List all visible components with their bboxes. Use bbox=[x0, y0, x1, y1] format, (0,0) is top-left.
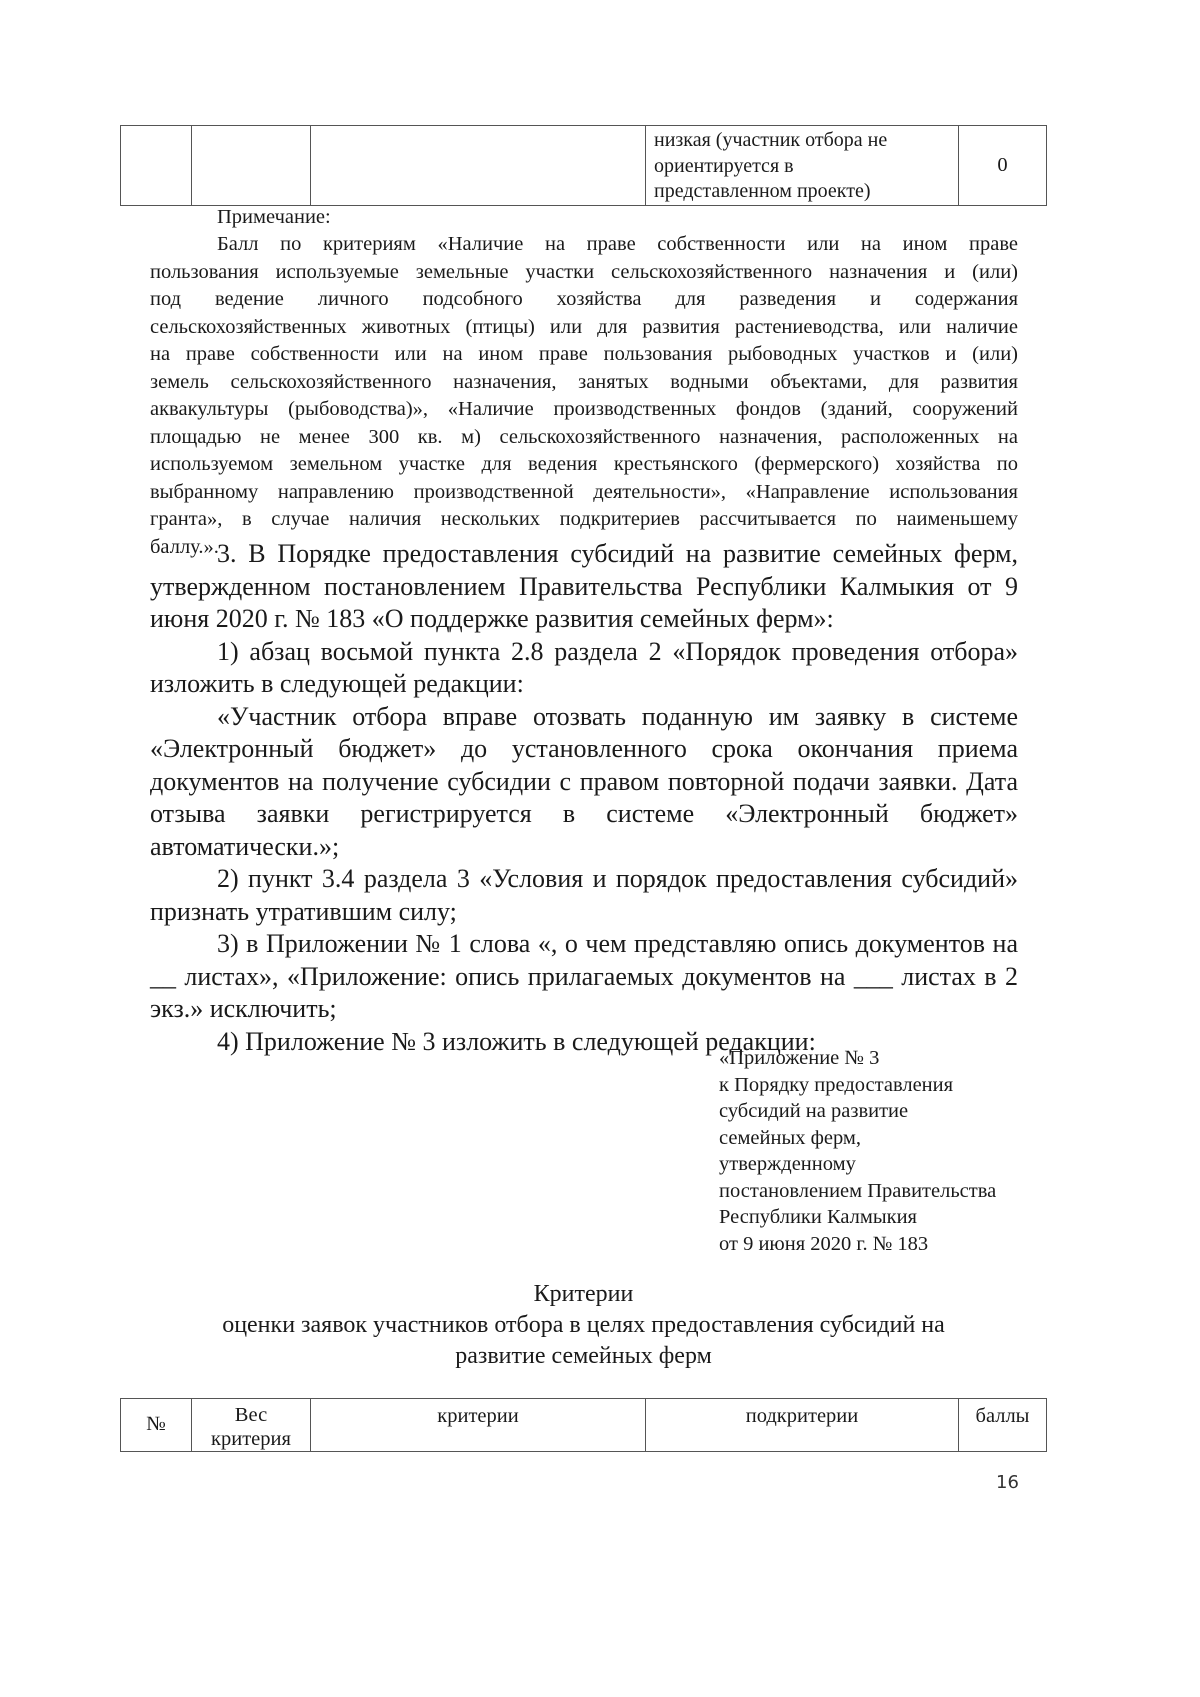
paragraph-line: 4) Приложение № 3 изложить в следующей редакции: bbox=[217, 1026, 816, 1056]
appendix-line: «Приложение № 3 bbox=[719, 1047, 880, 1069]
criteria-title-line: оценки заявок участников отбора в целях предоставления субсидий на bbox=[222, 1312, 945, 1338]
paragraph-line: 3) в Приложении № 1 слова «, о чем представляю опись документов на bbox=[217, 929, 1018, 958]
header-cell-score bbox=[959, 1399, 1047, 1452]
appendix-line: к Порядку предоставления bbox=[719, 1073, 954, 1096]
note-line: аквакультуры (рыбоводства)», «Наличие производственных фондов (зданий, сооружений bbox=[150, 398, 1018, 420]
top-table-num-cell bbox=[121, 126, 192, 206]
appendix-line: утвержденному bbox=[719, 1153, 856, 1175]
appendix-line: семейных ферм, bbox=[719, 1126, 862, 1149]
top-table-weight-cell bbox=[192, 126, 311, 206]
subcriterion-line: ориентируется в bbox=[654, 154, 794, 177]
note-line: земель сельскохозяйственного назначения, занятых водными объектами, для развития bbox=[150, 370, 1018, 393]
paragraph-line: 1) абзац восьмой пункта 2.8 раздела 2 «Порядок проведения отбора» bbox=[217, 636, 1018, 666]
paragraph-line: признать утратившим силу; bbox=[150, 896, 457, 926]
top-table-criteria-cell bbox=[311, 126, 646, 206]
quote-line: отзыва заявки регистрируется в системе «Электронный бюджет» bbox=[150, 799, 1018, 828]
top-table-score-cell bbox=[959, 126, 1047, 206]
note-line: пользования используемые земельные участки сельскохозяйственного назначения и (или) bbox=[150, 260, 1018, 283]
paragraph-line: июня 2020 г. № 183 «О поддержке развития семейных ферм»: bbox=[150, 604, 834, 633]
header-cell-criteria bbox=[311, 1399, 646, 1452]
note-line: баллу.». bbox=[150, 535, 219, 558]
note-line: Балл по критериям «Наличие на праве собственности или на ином праве bbox=[217, 233, 1018, 255]
quote-line: «Электронный бюджет» до установленного срока окончания приема bbox=[150, 734, 1018, 763]
subcriterion-line: представленном проекте) bbox=[654, 180, 871, 202]
header-score: баллы bbox=[975, 1405, 1030, 1427]
body-text bbox=[150, 538, 1018, 1058]
note-line: под ведение личного подсобного хозяйства для разведения и содержания bbox=[150, 288, 1018, 310]
note-heading: Примечание: bbox=[217, 206, 331, 228]
header-cell-weight bbox=[192, 1399, 311, 1452]
paragraph-line: изложить в следующей редакции: bbox=[150, 669, 524, 698]
top-table bbox=[120, 125, 1047, 206]
criteria-title bbox=[120, 1279, 1047, 1372]
subcriterion-line: низкая (участник отбора не bbox=[654, 129, 888, 151]
note-line: гранта», в случае наличия нескольких подкритериев рассчитывается по наименьшему bbox=[150, 508, 1018, 530]
criteria-title-line: развитие семейных ферм bbox=[455, 1343, 712, 1369]
paragraph-line: утвержденном постановлением Правительства Республики Калмыкия от 9 bbox=[150, 571, 1018, 601]
criteria-title-line: Критерии bbox=[533, 1281, 634, 1307]
score-value: 0 bbox=[997, 153, 1008, 176]
header-weight: Вес критерия bbox=[211, 1404, 291, 1450]
note-line: на праве собственности или на ином праве пользования рыбоводных участков и (или) bbox=[150, 343, 1018, 365]
header-cell-num bbox=[121, 1399, 192, 1452]
appendix-line: постановлением Правительства bbox=[719, 1179, 997, 1202]
header-num: № bbox=[146, 1413, 166, 1436]
header-subcriteria: подкритерии bbox=[745, 1405, 859, 1427]
criteria-table bbox=[120, 1398, 1047, 1452]
note-line: выбранному направлению производственной деятельности», «Направление использования bbox=[150, 480, 1018, 503]
quote-line: «Участник отбора вправе отозвать поданную им заявку в системе bbox=[217, 701, 1018, 731]
note-line: сельскохозяйственных животных (птицы) или для развития растениеводства, или наличие bbox=[150, 315, 1018, 338]
note-text bbox=[150, 231, 1018, 561]
paragraph-line: 3. В Порядке предоставления субсидий на развитие семейных ферм, bbox=[217, 539, 1018, 568]
top-table-subcriteria-cell bbox=[646, 126, 959, 206]
appendix-header bbox=[719, 1045, 996, 1257]
note-line: используемом земельном участке для ведения крестьянского (фермерского) хозяйства по bbox=[150, 453, 1018, 475]
header-criteria: критерии bbox=[437, 1405, 519, 1427]
appendix-line: от 9 июня 2020 г. № 183 bbox=[719, 1232, 929, 1255]
quote-line: автоматически.»; bbox=[150, 831, 340, 861]
paragraph-line: __ листах», «Приложение: опись прилагаемых документов на ___ листах в 2 bbox=[150, 961, 1018, 991]
note-line: площадью не менее 300 кв. м) сельскохозяйственного назначения, расположенных на bbox=[150, 425, 1018, 448]
appendix-line: Республики Калмыкия bbox=[719, 1206, 917, 1228]
page-number: 16 bbox=[996, 1472, 1019, 1493]
appendix-line: субсидий на развитие bbox=[719, 1100, 909, 1122]
paragraph-line: 2) пункт 3.4 раздела 3 «Условия и порядок предоставления субсидий» bbox=[217, 864, 1018, 893]
quote-line: документов на получение субсидии с правом повторной подачи заявки. Дата bbox=[150, 766, 1018, 796]
header-cell-subcriteria bbox=[646, 1399, 959, 1452]
paragraph-line: экз.» исключить; bbox=[150, 994, 337, 1023]
